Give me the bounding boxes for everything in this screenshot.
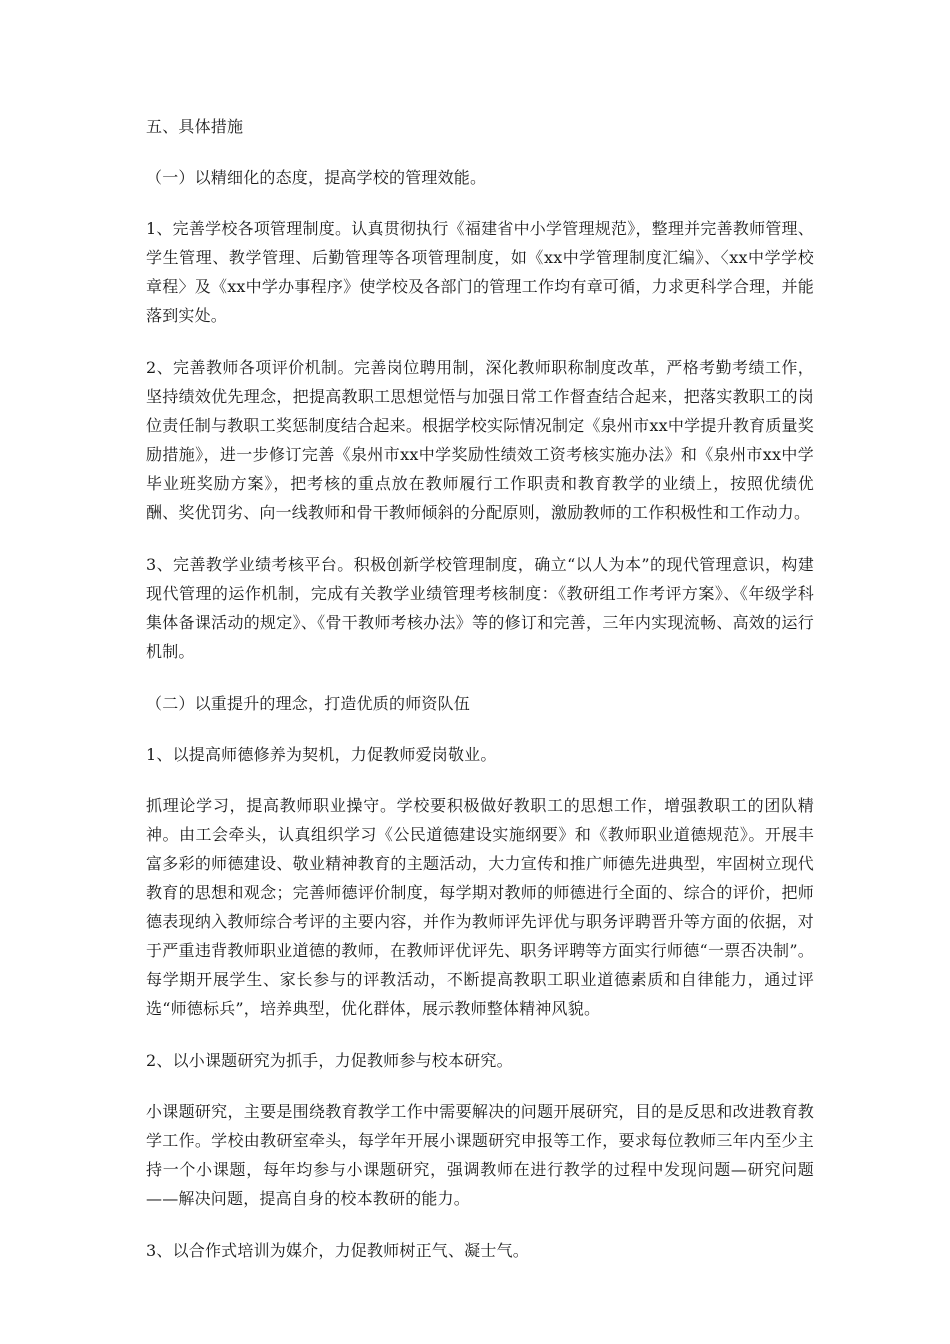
subsection-heading-1: （一）以精细化的态度，提高学校的管理效能。 [146, 168, 487, 187]
section-heading: 五、具体措施 [146, 117, 244, 136]
paragraph-management-system: 1、完善学校各项管理制度。认真贯彻执行《福建省中小学管理规范》，整理并完善教师管理、学生管理、教学管理、后勤管理等各项管理制度，如《xx中学管理制度汇编》、〈xx中学学校章程〉及《xx中学办事程序》使学校及各部门的管理工作均有章可循，力求更科学合理，并能落到实处。 [146, 219, 814, 325]
subsection-heading-2: （二）以重提升的理念，打造优质的师资队伍 [146, 694, 471, 713]
item-heading-training: 3、以合作式培训为媒介，力促教师树正气、凝士气。 [146, 1241, 529, 1260]
paragraph-research: 小课题研究，主要是围绕教育教学工作中需要解决的问题开展研究，目的是反思和改进教育教学工作。学校由教研室牵头，每学年开展小课题研究申报等工作，要求每位教师三年内至少主持一个小课题，每年均参与小课题研究，强调教师在进行教学的过程中发现问题—研究问题——解决问题，提高自身的校本教研的能力。 [146, 1102, 814, 1208]
document-page [146, 112, 814, 1287]
item-heading-research: 2、以小课题研究为抓手，力促教师参与校本研究。 [146, 1051, 513, 1070]
paragraph-ethics: 抓理论学习，提高教师职业操守。学校要积极做好教职工的思想工作，增强教职工的团队精神。由工会牵头，认真组织学习《公民道德建设实施纲要》和《教师职业道德规范》。开展丰富多彩的师德建设、敬业精神教育的主题活动，大力宣传和推广师德先进典型，牢固树立现代教育的思想和观念；完善师德评价制度，每学期对教师的师德进行全面的、综合的评价，把师德表现纳入教师综合考评的主要内容，并作为教师评先评优与职务评聘晋升等方面的依据，对于严重违背教师职业道德的教师，在教师评优评先、职务评聘等方面实行师德“一票否决制”。每学期开展学生、家长参与的评教活动，不断提高教职工职业道德素质和自律能力，通过评选“师德标兵”，培养典型，优化群体，展示教师整体精神风貌。 [146, 796, 814, 1018]
item-heading-ethics: 1、以提高师德修养为契机，力促教师爱岗敬业。 [146, 745, 497, 764]
paragraph-assessment-platform: 3、完善教学业绩考核平台。积极创新学校管理制度，确立“以人为本”的现代管理意识，构建现代管理的运作机制，完成有关教学业绩管理考核制度：《教研组工作考评方案》、《年级学科集体备课活动的规定》、《骨干教师考核办法》等的修订和完善，三年内实现流畅、高效的运行机制。 [146, 555, 814, 661]
paragraph-evaluation-mechanism: 2、完善教师各项评价机制。完善岗位聘用制，深化教师职称制度改革，严格考勤考绩工作，坚持绩效优先理念，把提高教职工思想觉悟与加强日常工作督查结合起来，把落实教职工的岗位责任制与教职工奖惩制度结合起来。根据学校实际情况制定《泉州市xx中学提升教育质量奖励措施》，进一步修订完善《泉州市xx中学奖励性绩效工资考核实施办法》和《泉州市xx中学毕业班奖励方案》，把考核的重点放在教师履行工作职责和教育教学的业绩上，按照优绩优酬、奖优罚劣、向一线教师和骨干教师倾斜的分配原则，激励教师的工作积极性和工作动力。 [146, 358, 814, 522]
